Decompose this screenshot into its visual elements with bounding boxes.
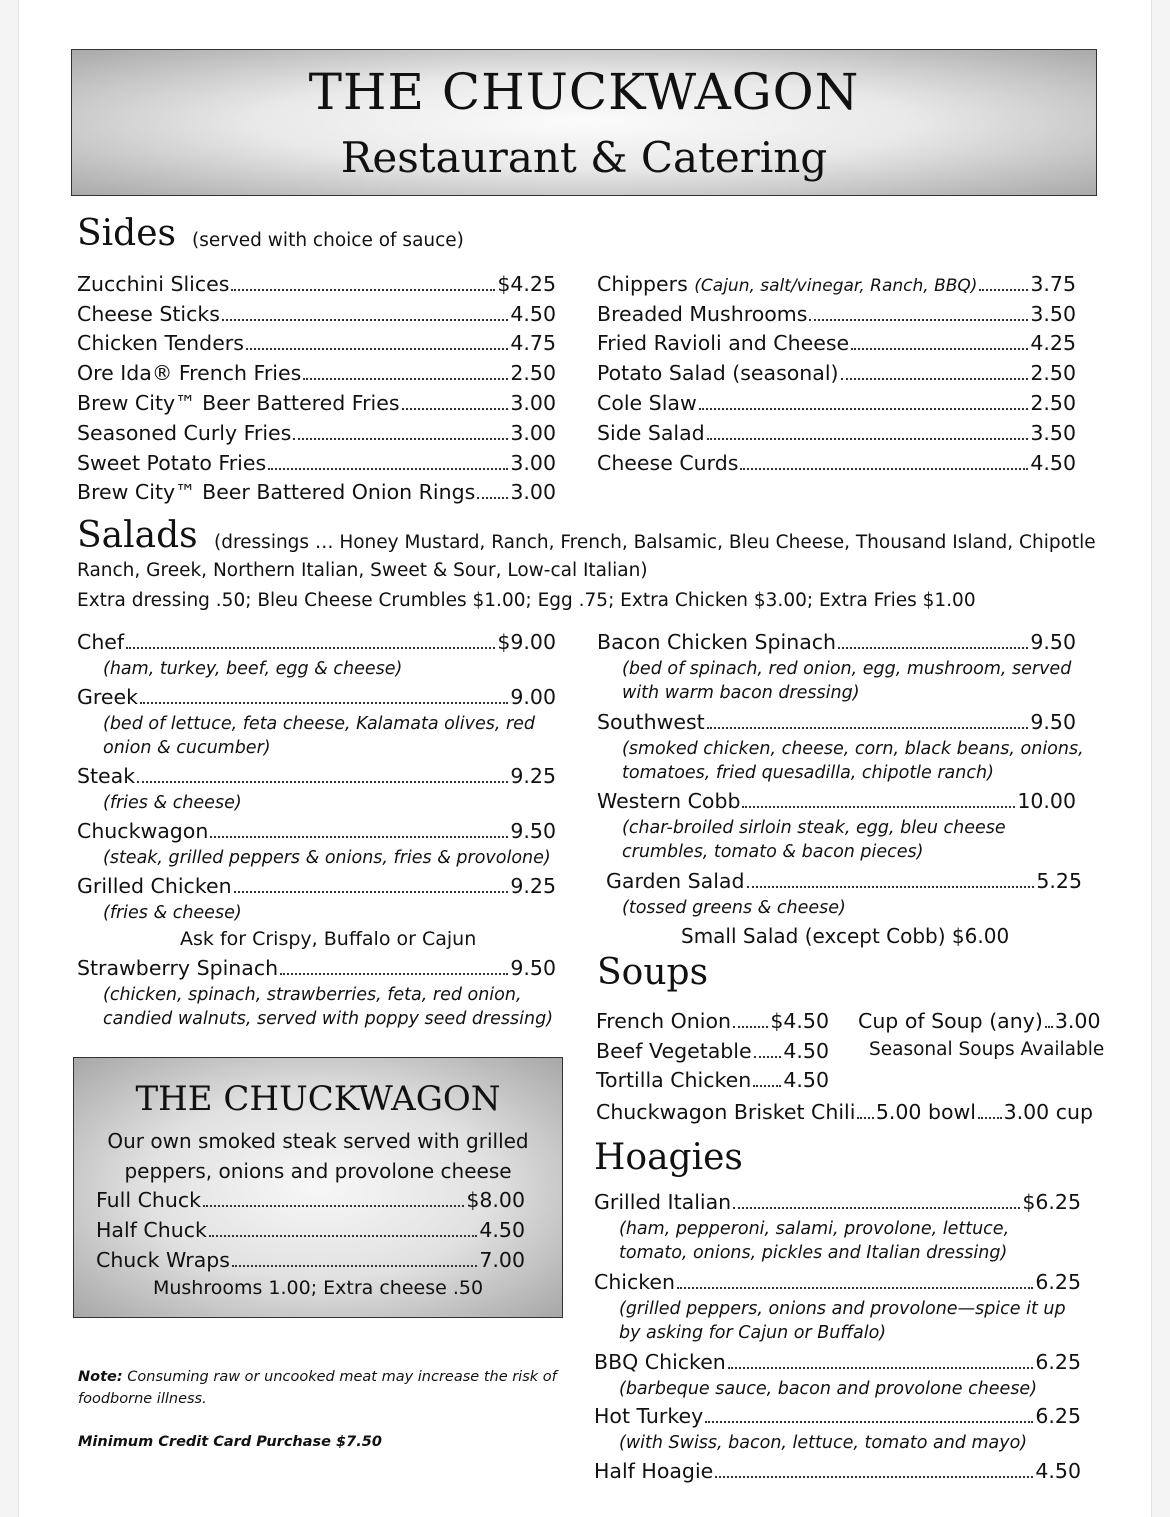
item-price: 7.00 (479, 1248, 525, 1272)
menu-item (77, 300, 556, 328)
menu-item (597, 628, 1076, 656)
item-price: 9.25 (510, 764, 556, 788)
dot-leader (222, 319, 508, 321)
note-label: Note: (78, 1369, 123, 1385)
item-description: (barbeque sauce, bacon and provolone cheese) (619, 1379, 1038, 1399)
menu-item (77, 872, 556, 900)
restaurant-title: THE CHUCKWAGON (308, 63, 860, 121)
item-description: (chicken, spinach, strawberries, feta, red onion, candied walnuts, served with poppy seed dressing) (103, 985, 554, 1029)
item-name: Potato Salad (seasonal) (597, 361, 839, 385)
item-price: 4.50 (1035, 1459, 1081, 1483)
dot-leader (707, 727, 1029, 729)
item-description: (with Swiss, bacon, lettuce, tomato and mayo) (619, 1433, 1028, 1453)
item-price: 9.50 (1030, 630, 1076, 654)
item-description: (steak, grilled peppers & onions, fries & provolone) (103, 848, 551, 868)
menu-item (77, 359, 556, 387)
chuckwagon-box-extras: Mushrooms 1.00; Extra cheese .50 (152, 1277, 484, 1299)
dot-leader (210, 836, 508, 838)
dot-leader (979, 289, 1028, 291)
item-name: Bacon Chicken Spinach (597, 630, 837, 654)
menu-header (71, 49, 1097, 196)
restaurant-subtitle: Restaurant & Catering (340, 133, 828, 182)
dot-leader (231, 289, 495, 291)
dot-leader (126, 647, 495, 649)
item-description: (smoked chicken, cheese, corn, black beans, onions, tomatoes, fried quesadilla, chipotle ranch) (622, 739, 1084, 783)
menu-item (594, 1402, 1081, 1430)
menu-item (858, 1007, 1101, 1035)
item-price: 3.75 (1030, 272, 1076, 296)
dot-leader (137, 781, 508, 783)
dot-leader (747, 886, 1035, 888)
dot-leader (728, 1367, 1034, 1369)
chuckwagon-feature-box (73, 1057, 563, 1318)
item-price: 10.00 (1017, 789, 1076, 813)
item-name: Greek (77, 685, 138, 709)
item-description: (ham, pepperoni, salami, provolone, lettuce, tomato, onions, pickles and Italian dressing) (619, 1219, 1010, 1263)
chuckwagon-desc-line: Our own smoked steak served with grilled (107, 1129, 529, 1153)
item-name: Western Cobb (597, 789, 741, 813)
item-name: Ore Ida® French Fries (77, 361, 302, 385)
item-description: (grilled peppers, onions and provolone—spice it up by asking for Cajun or Buffalo) (619, 1299, 1066, 1343)
item-price: $4.25 (497, 272, 556, 296)
dot-leader (699, 408, 1029, 410)
chuckwagon-box-description (74, 1126, 562, 1186)
sides-note: (served with choice of sauce) (192, 230, 464, 251)
item-name: Chippers (597, 272, 688, 296)
dot-leader (705, 1421, 1033, 1423)
salads-ask-note: Ask for Crispy, Buffalo or Cajun (180, 928, 477, 950)
dot-leader (677, 1287, 1033, 1289)
hoagies-title: Hoagies (594, 1137, 743, 1178)
item-name: Sweet Potato Fries (77, 451, 267, 475)
item-name: Side Salad (597, 421, 705, 445)
item-description: (fries & cheese) (103, 793, 242, 813)
item-name: Chuckwagon Brisket Chili (596, 1100, 856, 1124)
menu-item (597, 359, 1076, 387)
menu-item (77, 449, 556, 477)
item-name: Grilled Italian (594, 1190, 732, 1214)
menu-item (597, 329, 1076, 357)
item-price: 3.00 (510, 391, 556, 415)
chuckwagon-box-title: THE CHUCKWAGON (135, 1079, 501, 1119)
item-price: $8.00 (466, 1188, 525, 1212)
menu-item (597, 419, 1076, 447)
item-name: Half Chuck (96, 1218, 207, 1242)
menu-item (77, 762, 556, 790)
menu-item (597, 300, 1076, 328)
item-price: 9.50 (510, 819, 556, 843)
item-price: 4.50 (783, 1039, 829, 1063)
salads-title: Salads (77, 515, 198, 556)
item-price: 3.00 (510, 480, 556, 504)
item-price: $9.00 (497, 630, 556, 654)
dot-leader (742, 806, 1015, 808)
dot-leader (733, 1026, 768, 1028)
item-price: 4.50 (510, 302, 556, 326)
item-name: Chicken Tenders (77, 331, 244, 355)
item-description: (ham, turkey, beef, egg & cheese) (103, 659, 403, 679)
item-price: 4.50 (783, 1068, 829, 1092)
sides-title: Sides (77, 213, 176, 254)
dot-leader (754, 1056, 782, 1058)
item-price: 5.00 bowl (875, 1100, 976, 1124)
menu-item (597, 449, 1076, 477)
item-name: Southwest (597, 710, 705, 734)
menu-item (597, 389, 1076, 417)
menu-item (976, 1098, 1093, 1126)
item-price: 6.25 (1035, 1350, 1081, 1374)
item-name: Cup of Soup (any) (858, 1009, 1043, 1033)
menu-item (597, 270, 1076, 300)
menu-item (596, 1066, 829, 1094)
credit-card-note: Minimum Credit Card Purchase $7.50 (78, 1434, 382, 1450)
menu-item (77, 817, 556, 845)
item-name: Cheese Sticks (77, 302, 220, 326)
menu-item (96, 1186, 525, 1214)
item-price: 9.25 (510, 874, 556, 898)
dot-leader (268, 468, 508, 470)
menu-item (596, 1098, 976, 1126)
item-price: 9.50 (510, 956, 556, 980)
menu-item (77, 478, 556, 506)
menu-item (77, 954, 556, 982)
salads-extras: Extra dressing .50; Bleu Cheese Crumbles $1.00; Egg .75; Extra Chicken $3.00; Extra Fries $1.00 (77, 590, 976, 611)
note-text: Consuming raw or uncooked meat may increase the risk of foodborne illness. (78, 1369, 557, 1407)
item-name: Seasoned Curly Fries (77, 421, 292, 445)
dot-leader (740, 468, 1028, 470)
salads-dressings-cont: Ranch, Greek, Northern Italian, Sweet & Sour, Low-cal Italian) (77, 560, 648, 581)
item-name: Breaded Mushrooms (597, 302, 808, 326)
item-price: 4.50 (1030, 451, 1076, 475)
item-price: 5.25 (1036, 869, 1082, 893)
menu-item (594, 1348, 1081, 1376)
item-price: $6.25 (1022, 1190, 1081, 1214)
dot-leader (140, 702, 508, 704)
item-name: Brew City™ Beer Battered Onion Rings (77, 480, 476, 504)
dot-leader (809, 319, 1028, 321)
item-price: 9.50 (1030, 710, 1076, 734)
item-price: $4.50 (770, 1009, 829, 1033)
dot-leader (733, 1207, 1020, 1209)
dot-leader (978, 1117, 1002, 1119)
item-name: Fried Ravioli and Cheese (597, 331, 850, 355)
menu-item (77, 389, 556, 417)
item-price: 3.00 cup (1003, 1100, 1093, 1124)
salads-dressings: (dressings … Honey Mustard, Ranch, French, Balsamic, Bleu Cheese, Thousand Island, Chipotle (214, 532, 1096, 553)
item-price: 2.50 (1030, 361, 1076, 385)
dot-leader (477, 497, 508, 499)
item-description: (fries & cheese) (103, 903, 242, 923)
menu-item (597, 708, 1076, 736)
item-name: Grilled Chicken (77, 874, 232, 898)
item-price: 4.25 (1030, 331, 1076, 355)
dot-leader (707, 438, 1029, 440)
dot-leader (203, 1205, 464, 1207)
dot-leader (857, 1117, 873, 1119)
item-name: Brew City™ Beer Battered Fries (77, 391, 400, 415)
dot-leader (303, 378, 508, 380)
item-price: 2.50 (1030, 391, 1076, 415)
menu-item (594, 1268, 1081, 1296)
item-name: Tortilla Chicken (596, 1068, 752, 1092)
item-name: Steak (77, 764, 136, 788)
dot-leader (841, 378, 1029, 380)
item-name: Chicken (594, 1270, 676, 1294)
item-description: (tossed greens & cheese) (622, 898, 846, 918)
dot-leader (838, 647, 1028, 649)
menu-item (596, 1007, 829, 1035)
item-price: 4.75 (510, 331, 556, 355)
item-price: 6.25 (1035, 1270, 1081, 1294)
item-price: 3.00 (510, 421, 556, 445)
dot-leader (232, 1265, 477, 1267)
item-name: Chuck Wraps (96, 1248, 230, 1272)
dot-leader (209, 1235, 477, 1237)
item-name: Chuckwagon (77, 819, 209, 843)
dot-leader (753, 1085, 781, 1087)
menu-item (596, 1037, 829, 1065)
menu-item (96, 1246, 525, 1274)
seasonal-soups-note: Seasonal Soups Available (869, 1039, 1105, 1060)
health-note (78, 1366, 568, 1410)
item-name: Zucchini Slices (77, 272, 230, 296)
menu-item (594, 1188, 1081, 1216)
menu-item (77, 419, 556, 447)
dot-leader (715, 1476, 1033, 1478)
item-name: Full Chuck (96, 1188, 202, 1212)
item-price: 2.50 (510, 361, 556, 385)
left-page-edge (0, 0, 19, 1517)
menu-item (77, 270, 556, 298)
dot-leader (851, 348, 1028, 350)
menu-item (96, 1216, 525, 1244)
menu-item (597, 787, 1076, 815)
item-name: French Onion (596, 1009, 732, 1033)
item-price: 3.50 (1030, 421, 1076, 445)
item-name: Cheese Curds (597, 451, 739, 475)
item-price: 3.00 (1054, 1009, 1101, 1033)
menu-item (594, 1457, 1081, 1485)
menu-item (77, 329, 556, 357)
item-name: Cole Slaw (597, 391, 697, 415)
item-price: 3.00 (510, 451, 556, 475)
menu-item (606, 867, 1082, 895)
item-price: 6.25 (1035, 1404, 1081, 1428)
item-name: Half Hoagie (594, 1459, 714, 1483)
small-salad-note: Small Salad (except Cobb) $6.00 (681, 924, 1010, 948)
item-name: BBQ Chicken (594, 1350, 726, 1374)
item-description: (char-broiled sirloin steak, egg, bleu cheese crumbles, tomato & bacon pieces) (622, 818, 1006, 862)
item-name: Strawberry Spinach (77, 956, 279, 980)
item-description: (bed of lettuce, feta cheese, Kalamata olives, red onion & cucumber) (103, 714, 536, 758)
item-price: 9.00 (510, 685, 556, 709)
item-description: (bed of spinach, red onion, egg, mushroom, served with warm bacon dressing) (622, 659, 1072, 703)
chuckwagon-desc-line: peppers, onions and provolone cheese (124, 1159, 512, 1183)
item-name: Garden Salad (606, 869, 745, 893)
dot-leader (402, 408, 509, 410)
dot-leader (246, 348, 508, 350)
dot-leader (293, 438, 508, 440)
soups-title: Soups (597, 952, 709, 993)
item-name: Chef (77, 630, 125, 654)
dot-leader (1045, 1026, 1053, 1028)
dot-leader (234, 891, 509, 893)
item-name: Hot Turkey (594, 1404, 704, 1428)
right-page-edge (1151, 0, 1170, 1517)
item-name: Beef Vegetable (596, 1039, 752, 1063)
dot-leader (280, 973, 508, 975)
item-price: 3.50 (1030, 302, 1076, 326)
menu-item (77, 683, 556, 711)
item-price: 4.50 (479, 1218, 525, 1242)
item-detail: (Cajun, salt/vinegar, Ranch, BBQ) (694, 276, 978, 296)
menu-item (77, 628, 556, 656)
